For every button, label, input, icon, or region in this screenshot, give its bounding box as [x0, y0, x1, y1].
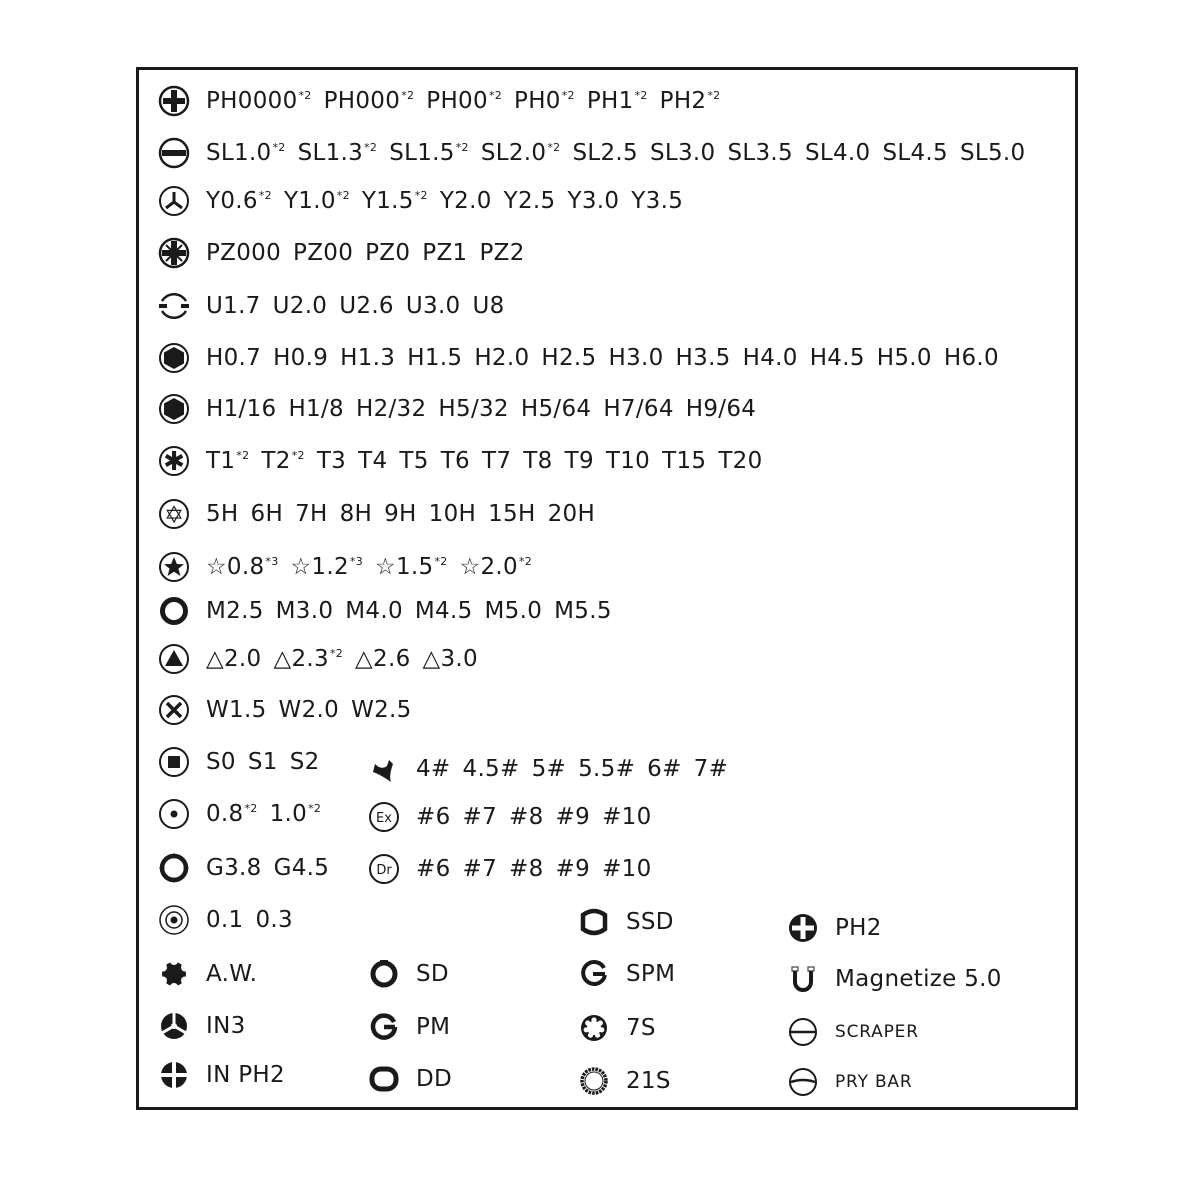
tip-size: T10	[605, 448, 651, 474]
tip-size: Y3.5	[631, 188, 684, 214]
g-sizes	[206, 855, 341, 881]
torx-icon	[156, 443, 192, 479]
tip-size: PZ00	[293, 240, 354, 266]
tip-size: #6	[416, 856, 451, 882]
tip-size: T8	[523, 448, 553, 474]
tip-size: 15H	[488, 501, 536, 527]
tip-size: 0.1	[206, 907, 244, 933]
row-wing	[366, 751, 740, 787]
tip-size: SL4.0	[804, 140, 871, 166]
dd-icon	[366, 1061, 402, 1097]
tip-size: T6	[440, 448, 470, 474]
row-slotted	[156, 135, 1037, 171]
row-magnetize	[785, 961, 1002, 997]
tip-size: T15	[662, 448, 707, 474]
tip-size: 4#	[416, 756, 451, 782]
tip-size: G4.5	[273, 855, 330, 881]
tip-size: H4.0	[742, 345, 798, 371]
u-sizes	[206, 293, 517, 319]
tip-size: 10H	[428, 501, 477, 527]
wing-icon	[366, 751, 402, 787]
dr-icon	[366, 851, 402, 887]
torx-hole-sizes	[206, 501, 607, 527]
sd-label: SD	[416, 961, 449, 987]
row-triangle	[156, 641, 490, 677]
7s-label: 7S	[626, 1015, 656, 1041]
tip-size: T1$^{*2}$	[206, 448, 250, 474]
tip-size: Y0.6$^{*2}$	[206, 188, 272, 214]
tip-size: 7H	[295, 501, 328, 527]
row-in-ph2	[156, 1057, 285, 1093]
row-ph2-solid	[785, 910, 882, 946]
tip-size: #10	[602, 804, 652, 830]
pozidriv-icon	[156, 235, 192, 271]
spline-icon	[576, 1063, 612, 1099]
tip-size: Y1.5$^{*2}$	[361, 188, 428, 214]
tip-size: H2.5	[541, 345, 597, 371]
tip-size: PZ000	[206, 240, 282, 266]
pm-icon	[366, 1009, 402, 1045]
tip-size: W1.5	[206, 697, 267, 723]
row-aw	[156, 956, 257, 992]
tip-size: PH2$^{*2}$	[659, 88, 721, 114]
tip-size: △2.3$^{*2}$	[273, 646, 344, 672]
row-ex	[366, 799, 664, 835]
tip-size: 5H	[206, 501, 239, 527]
tip-size: M3.0	[275, 598, 334, 624]
row-double-ring	[156, 902, 305, 938]
tip-size: H5.0	[876, 345, 932, 371]
dr-sizes	[416, 856, 664, 882]
tip-size: T3	[316, 448, 347, 474]
row-pin	[156, 796, 333, 832]
tip-size: M5.5	[554, 598, 612, 624]
sd-icon	[366, 956, 402, 992]
tip-size: △2.0	[206, 646, 262, 672]
row-hex-inch	[156, 391, 768, 427]
row-square	[156, 744, 332, 780]
tip-size: SL3.0	[649, 140, 716, 166]
tip-size: T5	[399, 448, 429, 474]
tip-size: #8	[509, 804, 544, 830]
slotted-icon	[156, 135, 192, 171]
tip-size: S1	[247, 749, 278, 775]
tip-size: H1.3	[340, 345, 396, 371]
row-torx	[156, 443, 775, 479]
row-in3	[156, 1008, 246, 1044]
tip-size: PZ0	[365, 240, 411, 266]
tip-size: T2$^{*2}$	[261, 448, 305, 474]
tip-size: SL4.5	[882, 140, 948, 166]
torx-hole-icon	[156, 496, 192, 532]
21s-label: 21S	[626, 1068, 671, 1094]
tip-size: G3.8	[206, 855, 262, 881]
row-w	[156, 692, 424, 728]
tip-size: PH0$^{*2}$	[514, 88, 575, 114]
bit-chart-frame	[136, 67, 1078, 1110]
scraper-label: SCRAPER	[835, 1022, 919, 1042]
magnetize-label: Magnetize 5.0	[835, 966, 1002, 992]
pin-icon	[156, 796, 192, 832]
svg-text:✡: ✡	[163, 501, 185, 529]
ring-icon	[156, 593, 192, 629]
pry-bar-label: PRY BAR	[835, 1072, 913, 1092]
scraper-icon	[785, 1014, 821, 1050]
tip-size: ☆1.5$^{*2}$	[375, 554, 448, 580]
tip-size: U1.7	[206, 293, 261, 319]
w-sizes	[206, 697, 424, 723]
row-m	[156, 593, 624, 629]
tip-size: PH00$^{*2}$	[426, 88, 503, 114]
tip-size: U2.6	[339, 293, 394, 319]
tip-size: ☆1.2$^{*3}$	[290, 554, 364, 580]
tip-size: T7	[482, 448, 512, 474]
hex-inch-sizes	[206, 396, 768, 422]
tip-size: 1.0$^{*2}$	[269, 801, 322, 827]
tip-size: 5.5#	[578, 756, 636, 782]
tip-size: 7#	[693, 756, 729, 782]
y-tip-icon	[156, 183, 192, 219]
row-pm	[366, 1009, 450, 1045]
dr-icon-label: Dr	[376, 863, 392, 878]
tip-size: PZ2	[479, 240, 525, 266]
tip-size: PZ1	[422, 240, 468, 266]
tip-size: S0	[206, 749, 236, 775]
tip-size: PH0000$^{*2}$	[206, 88, 312, 114]
tip-size: 8H	[339, 501, 373, 527]
tip-size: ☆0.8$^{*3}$	[206, 554, 279, 580]
pry-bar-icon	[785, 1064, 821, 1100]
cross-icon	[156, 692, 192, 728]
tip-size: #9	[555, 804, 591, 830]
tip-size: H0.9	[273, 345, 329, 371]
phillips-solid-icon	[785, 910, 821, 946]
tip-size: 6#	[647, 756, 682, 782]
tip-size: PH000$^{*2}$	[323, 88, 415, 114]
tip-size: H3.0	[608, 345, 664, 371]
tip-size: T9	[564, 448, 594, 474]
aw-gear-icon	[156, 956, 192, 992]
triangle-sizes	[206, 646, 490, 672]
tip-size: S2	[289, 749, 320, 775]
tip-size: 0.3	[255, 907, 293, 933]
tip-size: W2.0	[278, 697, 340, 723]
aw-label: A.W.	[206, 961, 258, 987]
ssd-icon	[576, 904, 612, 940]
row-pozidriv	[156, 235, 537, 271]
square-icon	[156, 744, 192, 780]
tri-lobe-icon	[156, 1008, 192, 1044]
target-icon	[156, 902, 192, 938]
tip-size: Y2.5	[503, 188, 556, 214]
phillips-sizes	[206, 88, 732, 114]
torx-sizes	[206, 448, 775, 474]
row-torx-hole	[156, 496, 607, 532]
row-phillips	[156, 83, 732, 119]
hex-icon	[156, 340, 192, 376]
ex-sizes	[416, 804, 664, 830]
tip-size: #10	[602, 856, 652, 882]
pm-label: PM	[416, 1014, 451, 1040]
tip-size: 9H	[384, 501, 417, 527]
tip-size: PH1$^{*2}$	[586, 88, 648, 114]
tip-size: H9/64	[685, 396, 757, 422]
row-u	[156, 288, 517, 324]
pin-sizes	[206, 801, 333, 827]
spm-icon	[576, 956, 612, 992]
tip-size: H5/64	[520, 396, 592, 422]
magnet-icon	[785, 961, 821, 997]
row-y	[156, 183, 695, 219]
square-sizes	[206, 749, 332, 775]
in3-label: IN3	[206, 1013, 246, 1039]
tip-size: M4.5	[414, 598, 473, 624]
tip-size: △3.0	[422, 646, 478, 672]
seven-lobe-icon	[576, 1010, 612, 1046]
tip-size: H7/64	[603, 396, 674, 422]
slotted-sizes	[206, 140, 1037, 166]
tip-size: H1/8	[288, 396, 344, 422]
tip-size: H4.5	[809, 345, 865, 371]
hex-inch-icon	[156, 391, 192, 427]
tip-size: W2.5	[351, 697, 412, 723]
tip-size: SL2.0$^{*2}$	[480, 140, 561, 166]
tip-size: U8	[472, 293, 505, 319]
tip-size: 4.5#	[462, 756, 520, 782]
tip-size: Y2.0	[439, 188, 492, 214]
phillips-icon	[156, 83, 192, 119]
tip-size: H1.5	[407, 345, 463, 371]
u-tip-icon	[156, 288, 192, 324]
tip-size: #9	[555, 856, 591, 882]
ex-icon	[366, 799, 402, 835]
tip-size: M4.0	[345, 598, 403, 624]
row-7s	[576, 1010, 656, 1046]
tip-size: 5#	[531, 756, 567, 782]
tip-size: H2.0	[474, 345, 530, 371]
tip-size: T4	[358, 448, 388, 474]
tip-size: U3.0	[405, 293, 461, 319]
row-dd	[366, 1061, 452, 1097]
triangle-icon	[156, 641, 192, 677]
dd-label: DD	[416, 1066, 453, 1092]
in-phillips-icon	[156, 1057, 192, 1093]
tip-size: Y1.0$^{*2}$	[283, 188, 350, 214]
tip-size: SL1.0$^{*2}$	[206, 140, 286, 166]
tip-size: ☆2.0$^{*2}$	[459, 554, 533, 580]
in-ph2-label: IN PH2	[206, 1062, 285, 1088]
wing-sizes	[416, 756, 740, 782]
double-ring-sizes	[206, 907, 305, 933]
tip-size: H1/16	[206, 396, 277, 422]
row-21s	[576, 1063, 671, 1099]
m-sizes	[206, 598, 624, 624]
tip-size: SL3.5	[727, 140, 793, 166]
tip-size: H5/32	[438, 396, 509, 422]
tip-size: 6H	[250, 501, 284, 527]
tip-size: 20H	[547, 501, 596, 527]
hex-metric-sizes	[206, 345, 1011, 371]
tip-size: #7	[462, 804, 498, 830]
svg-text:✱: ✱	[163, 447, 185, 477]
row-spm	[576, 956, 675, 992]
ex-icon-label: Ex	[376, 811, 392, 826]
tip-size: #8	[509, 856, 544, 882]
tip-size: #6	[416, 804, 451, 830]
ssd-label: SSD	[626, 909, 674, 935]
tip-size: T20	[718, 448, 763, 474]
tip-size: U2.0	[272, 293, 328, 319]
tip-size: SL2.5	[572, 140, 638, 166]
ph2-label: PH2	[835, 915, 882, 941]
pentalobe-sizes	[206, 554, 544, 580]
tip-size: 0.8$^{*2}$	[206, 801, 258, 827]
row-sd	[366, 956, 449, 992]
gear-ring-icon	[156, 850, 192, 886]
tip-size: △2.6	[355, 646, 411, 672]
row-pry-bar	[785, 1064, 912, 1100]
tip-size: H0.7	[206, 345, 262, 371]
pozidriv-sizes	[206, 240, 537, 266]
row-g	[156, 850, 341, 886]
tip-size: M5.0	[484, 598, 543, 624]
tip-size: SL5.0	[959, 140, 1026, 166]
row-pentalobe	[156, 549, 544, 585]
tip-size: H3.5	[675, 345, 731, 371]
row-dr	[366, 851, 664, 887]
tip-size: SL1.5$^{*2}$	[389, 140, 469, 166]
tip-size: M2.5	[206, 598, 264, 624]
tip-size: Y3.0	[567, 188, 620, 214]
spm-label: SPM	[626, 961, 676, 987]
tip-size: H6.0	[943, 345, 999, 371]
star-icon	[156, 549, 192, 585]
row-scraper	[785, 1014, 919, 1050]
row-ssd	[576, 904, 674, 940]
tip-size: SL1.3$^{*2}$	[297, 140, 378, 166]
y-sizes	[206, 188, 695, 214]
tip-size: H2/32	[355, 396, 427, 422]
row-hex-metric	[156, 340, 1011, 376]
tip-size: #7	[462, 856, 498, 882]
